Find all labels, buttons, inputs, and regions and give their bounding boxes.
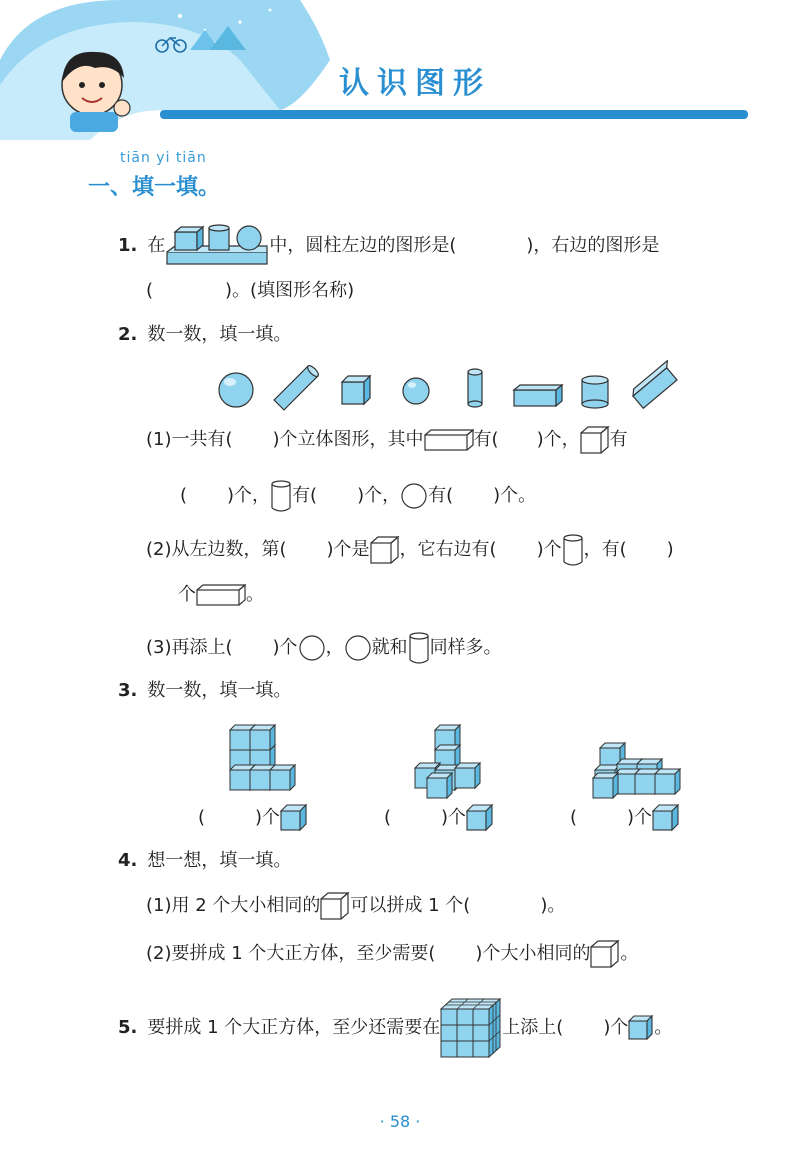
cube-stack-3 [593,743,680,798]
q2-s2-g: 个 [178,584,196,605]
short-cylinder-icon [582,376,608,408]
q2-s2-b: )个是 [326,539,370,560]
q5-c: )个 [603,1017,629,1038]
q2-s3-a: (3)再添上( [146,637,233,658]
q1-text-d: ( [146,280,154,301]
tall-cylinder-icon [468,369,482,407]
cube-stack-2 [415,725,480,798]
section-title: 一、填一填。 [88,175,221,200]
cube-icon [280,804,308,832]
small-sphere-icon [403,378,429,404]
q2-s3-c: ， [325,637,344,658]
q2-sub2-line2 [178,582,264,608]
q4-s1-b: 可以拼成 1 个( [350,895,471,916]
cube-icon [320,892,350,920]
q2-shapes-row [210,360,680,412]
cylinder-icon [562,534,584,566]
q2-s2-a: (2)从左边数，第( [146,539,287,560]
q3-title: 数一数，填一填。 [147,680,292,701]
q2-s2-e: ，有( [583,539,627,560]
q2-s1-d: )个， [536,429,580,450]
q2-s3-b: )个 [272,637,298,658]
q2-s1-f: ( [180,485,188,506]
q3-answer-2 [384,804,494,832]
q3-a1-close: )个 [255,807,281,828]
cylinder-icon [408,632,430,664]
section-pinyin: tiān yi tiān [120,150,207,166]
cube-icon [628,1015,654,1041]
q2-s2-c: ，它右边有( [399,539,497,560]
cube-icon [370,536,400,564]
q2-s3-d: 就和 [371,637,408,658]
q4-s1-c: )。 [540,895,566,916]
q1-line2 [146,278,354,304]
q1-number: 1. [118,235,138,256]
cylinder-icon [270,480,292,512]
big-cube-stack-icon [440,998,502,1058]
cube-icon [466,804,494,832]
q2-s2-d: )个 [536,539,562,560]
q3-title-line [118,678,291,704]
q2-s1-g: )个， [227,485,271,506]
q4-title-line [118,848,291,874]
q4-title: 想一想，填一填。 [147,850,292,871]
q2-s1-a: (1)一共有( [146,429,233,450]
q4-s2-b: )个大小相同的 [475,943,591,964]
sphere-icon [219,373,253,407]
q2-s2-h: 。 [246,584,264,605]
cylinder-slanted-icon [274,364,320,410]
q3-a2-close: )个 [441,807,467,828]
q2-s3-e: 同样多。 [429,637,502,658]
page-title: 认识图形 [339,66,491,101]
q5-d: 。 [654,1017,673,1038]
q3-a2-open: ( [384,807,392,828]
q2-s1-b: )个立体图形，其中 [272,429,424,450]
q3-a3-open: ( [570,807,578,828]
q5-number: 5. [118,1017,138,1038]
q4-s2-a: (2)要拼成 1 个大正方体，至少需要( [146,943,436,964]
q2-sub2-line1 [146,534,674,566]
q1-text-a: 在 [147,235,166,256]
q3-number: 3. [118,680,138,701]
q5-b: 上添上( [502,1017,564,1038]
cuboid-icon [424,429,474,451]
q2-s1-k: )个。 [493,485,537,506]
cube-stack-1 [230,725,295,790]
q2-number: 2. [118,324,138,345]
sphere-icon [298,634,326,662]
q2-sub3-line [146,632,502,664]
q2-title: 数一数，填一填。 [147,324,292,345]
q5-a: 要拼成 1 个大正方体，至少还需要在 [147,1017,441,1038]
q4-s2-c: 。 [620,943,639,964]
q1-text-c: )，右边的图形是 [526,235,660,256]
q2-s1-e: 有 [609,429,628,450]
cube-icon [652,804,680,832]
q3-answer-1 [198,804,308,832]
q3-a3-close: )个 [627,807,653,828]
q2-s1-i: )个， [357,485,401,506]
q4-sub2-line [146,940,638,968]
sphere-icon [344,634,372,662]
q2-sub1-line2 [180,480,536,512]
q2-title-line [118,322,291,348]
q3-a1-open: ( [198,807,206,828]
cuboid-icon [514,385,562,406]
cuboid-icon [196,584,246,606]
q3-cube-stacks [205,715,695,800]
q1-line1 [118,224,659,268]
shapes-row-icon [165,224,269,268]
q1-text-b: 中，圆柱左边的图形是( [269,235,457,256]
q5-line [118,998,672,1058]
q2-s1-c: 有( [473,429,499,450]
q3-answer-3 [570,804,680,832]
sphere-icon [400,482,428,510]
page-number: · 58 · [379,1112,421,1131]
cube-icon [342,376,370,404]
q4-s1-a: (1)用 2 个大小相同的 [146,895,321,916]
cuboid-slanted-icon [630,361,680,409]
q2-sub1-line1 [146,426,628,454]
q2-s1-j: 有( [428,485,454,506]
q1-text-e: )。(填图形名称) [225,280,355,301]
q4-number: 4. [118,850,138,871]
q2-s1-h: 有( [292,485,318,506]
cube-icon [580,426,610,454]
cube-icon [590,940,620,968]
q4-sub1-line [146,892,565,920]
q2-s2-f: ) [666,539,674,560]
